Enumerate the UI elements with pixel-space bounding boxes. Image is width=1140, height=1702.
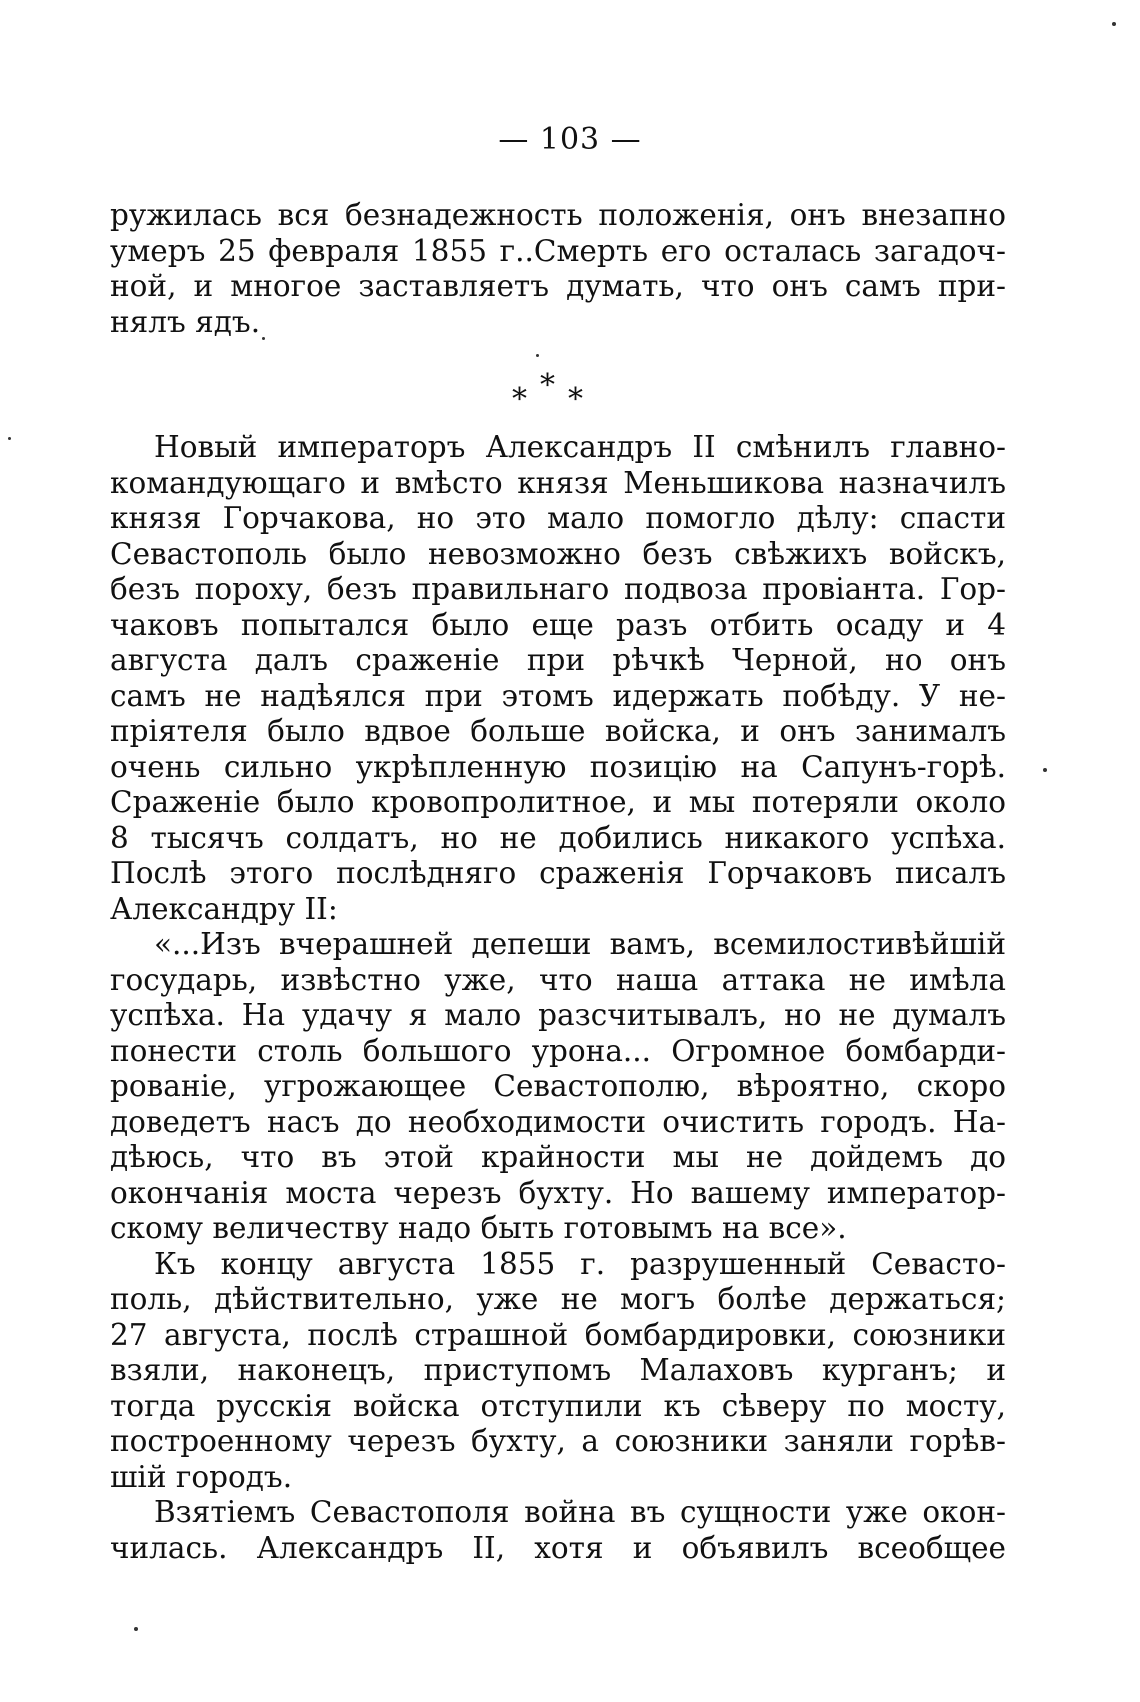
text-line: Взятіемъ Севастополя война въ сущности уже окон- <box>154 1495 1006 1529</box>
page-number: — 103 — <box>498 122 642 157</box>
text-line: Новый императоръ Александръ II смѣнилъ главно- <box>154 430 1006 464</box>
text-line: чилась. Александръ II, хотя и объявилъ всеобщее <box>110 1530 1006 1565</box>
quote-line: дѣюсь, что въ этой крайности мы не дойдемъ до <box>110 1140 1006 1174</box>
scan-speck <box>1112 22 1116 26</box>
main-text <box>110 430 1006 1566</box>
text-line: августа далъ сраженіе при рѣчкѣ Черной, но онъ <box>110 643 1006 677</box>
text-line: построенному черезъ бухту, а союзники заняли горѣв- <box>110 1424 1006 1458</box>
quote-line: понести столь большого урона... Огромное бомбарди- <box>110 1033 1006 1068</box>
quote-line: успѣха. На удачу я мало разсчитывалъ, но не думалъ <box>110 998 1006 1032</box>
text-line: умеръ 25 февраля 1855 г..Смерть его осталась загадоч- <box>110 233 1006 268</box>
quote-line: доведетъ насъ до необходимости очистить городъ. На- <box>110 1104 1006 1139</box>
quote-line: окончанія моста черезъ бухту. Но вашему император- <box>110 1175 1006 1210</box>
text-line: Александру II: <box>110 891 338 926</box>
text-line: Севастополь было невозможно безъ свѣжихъ войскъ, <box>110 536 1006 571</box>
text-line: ружилась вся безнадежность положенія, онъ внезапно <box>110 198 1006 232</box>
quote-line: скому величеству надо быть готовымъ на все». <box>110 1211 847 1245</box>
text-line: поль, дѣйствительно, уже не могъ болѣе держаться; <box>110 1282 1006 1316</box>
paragraph-continuation <box>110 198 1006 340</box>
text-line: очень сильно укрѣпленную позицію на Сапунъ-горѣ. <box>110 749 1006 784</box>
asterisk: * <box>568 382 583 417</box>
text-line: нялъ ядъ. <box>110 304 261 339</box>
text-line: безъ пороху, безъ правильнаго подвоза провіанта. Гор- <box>110 572 1006 606</box>
text-line: командующаго и вмѣсто князя Меньшикова назначилъ <box>110 465 1006 500</box>
scan-speck <box>8 437 11 440</box>
text-line: 8 тысячъ солдатъ, но не добились никакого успѣха. <box>110 820 1006 855</box>
text-line: тогда русскія войска отступили къ сѣверу по мосту, <box>110 1388 1006 1423</box>
quote-line: рованіе, угрожающее Севастополю, вѣроятно, скоро <box>110 1069 1006 1103</box>
text-line: Къ концу августа 1855 г. разрушенный Севасто- <box>154 1246 1006 1281</box>
quote-line: «...Изъ вчерашней депеши вамъ, всемилостивѣйшій <box>154 927 1006 961</box>
text-line: Сраженіе было кровопролитное, и мы потеряли около <box>110 785 1006 819</box>
scan-speck <box>1043 768 1047 772</box>
asterisk: * <box>540 368 555 403</box>
section-separator <box>510 368 590 418</box>
quote-line: государь, извѣстно уже, что наша аттака не имѣла <box>110 962 1006 997</box>
text-line: 27 августа, послѣ страшной бомбардировки, союзники <box>110 1317 1006 1352</box>
text-line: Послѣ этого послѣдняго сраженія Горчаковъ писалъ <box>110 856 1006 890</box>
text-line: ной, и многое заставляетъ думать, что онъ самъ при- <box>110 269 1006 303</box>
asterisk: * <box>512 382 527 417</box>
scan-speck <box>134 1627 138 1631</box>
text-line: князя Горчакова, но это мало помогло дѣлу: спасти <box>110 501 1006 535</box>
text-line: чаковъ попытался было еще разъ отбить осаду и 4 <box>110 607 1006 642</box>
text-line: пріятеля было вдвое больше войска, и онъ занималъ <box>110 714 1006 748</box>
text-line: шій городъ. <box>110 1459 293 1494</box>
scan-speck <box>536 354 539 357</box>
text-line: взяли, наконецъ, приступомъ Малаховъ курганъ; и <box>110 1353 1006 1387</box>
scan-speck <box>262 337 265 340</box>
text-line: самъ не надѣялся при этомъ идержать побѣду. У не- <box>110 678 1006 713</box>
